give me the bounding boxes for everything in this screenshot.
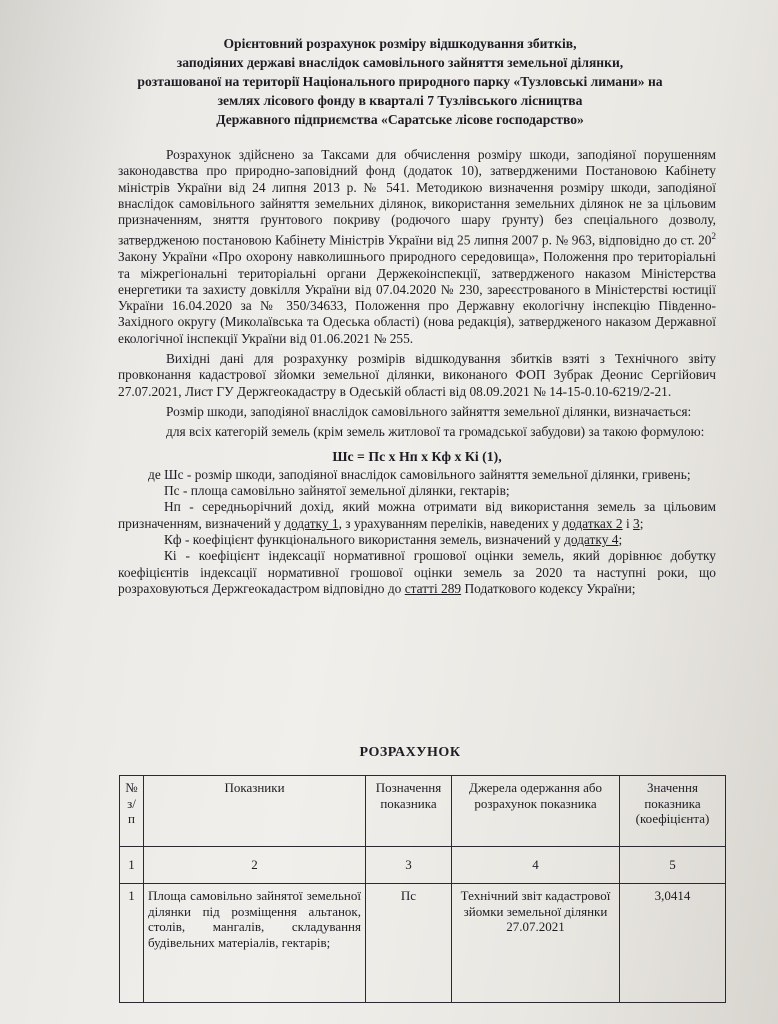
column-number: 3 — [366, 847, 452, 884]
row-value: 3,0414 — [620, 884, 726, 1003]
column-number: 4 — [452, 847, 620, 884]
document-title — [90, 34, 710, 129]
definition-text: Кі - коефіцієнт індексації нормативної грошової оцінки земель, який дорівнює добутку коефіцієнтів індексації нормативної грошової оцінки земель за 2020 та наступні роки, що розраховуються Держгеокадастром відповідно до — [118, 548, 716, 596]
section-title: РОЗРАХУНОК — [359, 745, 461, 760]
column-number: 2 — [144, 847, 366, 884]
link-appendix-1[interactable]: додатку 1 — [284, 515, 339, 531]
definition-np — [118, 499, 716, 532]
definition-shs: де Шс - розмір шкоди, заподіяної внаслідок самовільного зайняття земельної ділянки, гривень; — [148, 466, 691, 482]
table-column-numbers-row — [120, 847, 726, 884]
paragraph-formula-intro: для всіх категорій земель (крім земель житлової та громадської забудови) за такою формулою: — [166, 424, 705, 440]
row-source: Технічний звіт кадастрової зйомки земельної ділянки 27.07.2021 — [452, 884, 620, 1003]
definition-ki — [118, 548, 716, 597]
title-line: Орієнтовний розрахунок розміру відшкодування збитків, — [223, 36, 577, 51]
document-body — [118, 147, 716, 597]
paragraph-text: Розрахунок здійснено за Таксами для обчислення розміру шкоди, заподіяної порушенням законодавства про природно-заповідний фонд (додаток 10), затвердженими Постановою Кабінету міністрів України від 24 липня 2013 р. № 541. Методикою визначення розміру шкоди, заподіяної внаслідок самовільного зайняття земельних ділянок, використання земельних ділянок не за цільовим призначенням, зняття ґрунтового покриву (родючого шару ґрунту) без спеціального дозволу, затвердженою постановою Кабінету Міністрів України від 25 липня 2007 р. № 963, відповідно до ст. 20 — [118, 147, 716, 248]
table-row — [120, 884, 726, 1003]
definition-kf — [118, 532, 716, 548]
link-appendix-3[interactable]: 3 — [633, 515, 640, 531]
header-value: Значення показника (коефіцієнта) — [620, 776, 726, 847]
link-appendix-4[interactable]: додатку 4 — [564, 532, 619, 547]
definition-text: ; — [639, 515, 644, 531]
paragraph-text: Закону України «Про охорону навколишнього природного середовища», Положення про територіальні та міжрегіональні територіальні органи Держекоінспекції, затвердженого наказом Міністерства енергетики та захисту довкілля України від 07.04.2020 № 230, зареєстрованого в Міністерстві юстиції України 16.04.2020 за № 350/34633, Положення про Державну екологічну інспекцію Південно-Західного округу (Миколаївська та Одеська області) (нова редакція), затвердженого наказом Державної екологічної інспекції України від 01.06.2021 № 255. — [118, 249, 716, 346]
title-line: розташованої на території Національного природного парку «Тузловські лимани» на — [137, 74, 663, 89]
formula: Шс = Пс х Нп х Кф х Кі (1), — [332, 448, 502, 464]
definition-text: Кф - коефіцієнт функціонального використання земель, визначений у — [164, 532, 564, 547]
paragraph-source-data: Вихідні дані для розрахунку розмірів відшкодування збитків взяті з Технічного звіту провконання кадастрової зйомки земельної ділянки, виконаного ФОП Зубрак Деонис Сергійович 27.07.2021, Лист ГУ Держгеокадастру в Одеській області від 08.09.2021 № 14-15-0.10-6219/2-21. — [118, 351, 716, 399]
header-symbol: Позначення показника — [366, 776, 452, 847]
row-number: 1 — [120, 884, 144, 1003]
paragraph-legal-basis — [118, 147, 716, 347]
definition-text: Податкового кодексу України; — [461, 580, 636, 596]
row-symbol: Пс — [366, 884, 452, 1003]
header-indicator: Показники — [144, 776, 366, 847]
superscript: 2 — [711, 231, 716, 242]
column-number: 1 — [120, 847, 144, 884]
link-appendix-2[interactable]: додатках 2 — [562, 515, 623, 531]
title-line: землях лісового фонду в кварталі 7 Тузлівського лісництва — [217, 93, 583, 108]
definition-text: ; — [618, 532, 623, 547]
table-header-row — [120, 776, 726, 847]
row-indicator: Площа самовільно зайнятої земельної ділянки під розміщення альтанок, столів, мангалів, складування будівельних матеріалів, гектарів; — [144, 884, 366, 1003]
title-line: Державного підприємства «Саратське лісове господарство» — [216, 112, 584, 127]
definition-text: , з урахуванням переліків, наведених у — [338, 515, 563, 531]
title-line: заподіяних державі внаслідок самовільного зайняття земельної ділянки, — [176, 55, 624, 70]
definition-ps: Пс - площа самовільно зайнятої земельної ділянки, гектарів; — [164, 483, 510, 499]
definition-text: і — [622, 515, 634, 531]
header-source: Джерела одержання або розрахунок показника — [452, 776, 620, 847]
column-number: 5 — [620, 847, 726, 884]
definition-text: Нп - середньорічний дохід, який можна отримати від використання земель за цільовим призначенням, визначений у — [118, 499, 716, 531]
header-number: № з/п — [120, 776, 144, 847]
calculation-table — [119, 775, 726, 1003]
paragraph-damage-intro: Розмір шкоди, заподіяної внаслідок самовільного зайняття земельної ділянки, визначається: — [166, 403, 692, 419]
link-article-289[interactable]: статті 289 — [404, 580, 462, 596]
